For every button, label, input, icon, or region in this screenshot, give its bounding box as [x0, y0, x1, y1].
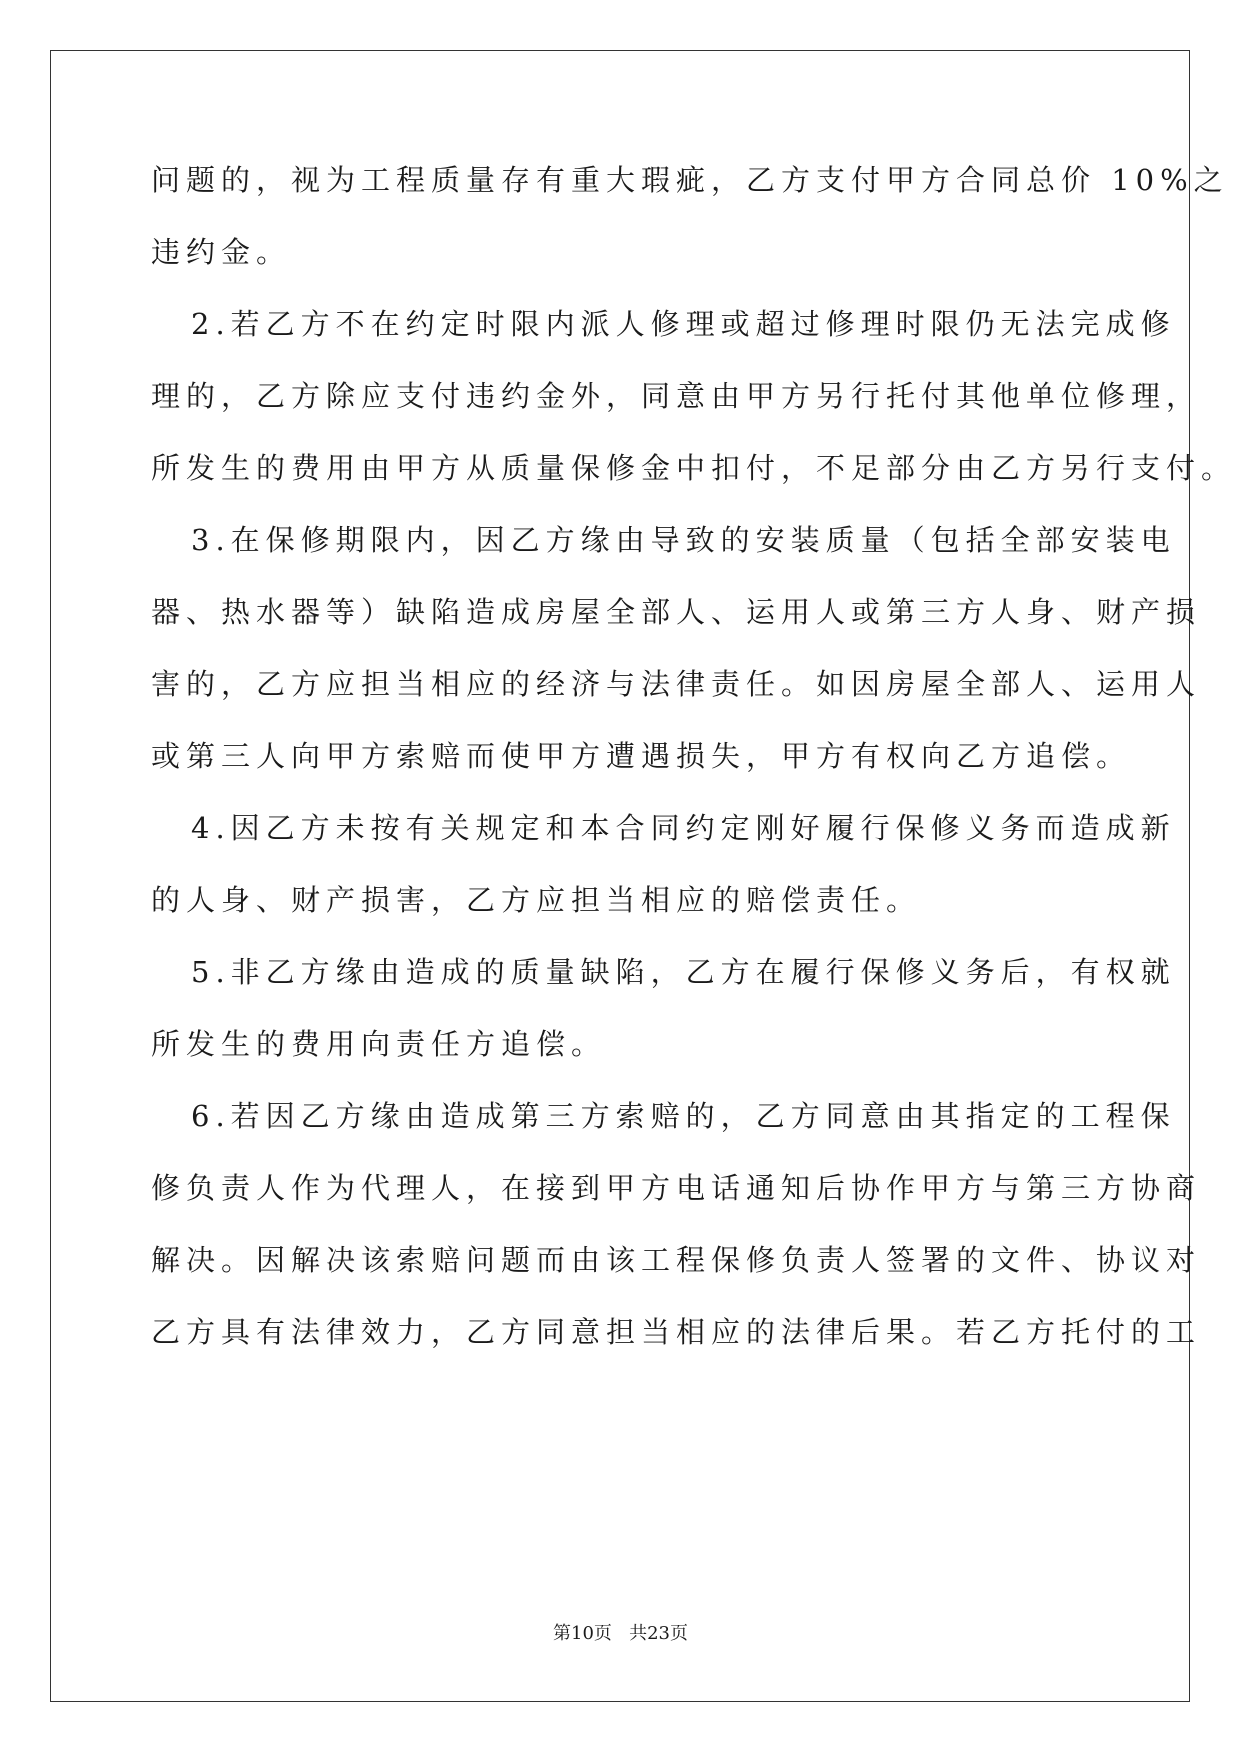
text-line: 2.若乙方不在约定时限内派人修理或超过修理时限仍无法完成修	[191, 307, 1176, 341]
text-line: 或第三人向甲方索赔而使甲方遭遇损失，甲方有权向乙方追偿。	[151, 739, 1132, 773]
text-line: 违约金。	[151, 235, 292, 269]
text-line: 6.若因乙方缘由造成第三方索赔的，乙方同意由其指定的工程保	[191, 1099, 1176, 1133]
text-line: 3.在保修期限内，因乙方缘由导致的安装质量（包括全部安装电	[191, 523, 1176, 557]
text-line: 修负责人作为代理人，在接到甲方电话通知后协作甲方与第三方协商	[151, 1171, 1202, 1205]
text-line: 所发生的费用向责任方追偿。	[151, 1027, 607, 1061]
text-line: 器、热水器等）缺陷造成房屋全部人、运用人或第三方人身、财产损	[151, 595, 1202, 629]
text-line: 乙方具有法律效力，乙方同意担当相应的法律后果。若乙方托付的工	[151, 1315, 1202, 1349]
page-border	[50, 50, 1190, 1702]
page-footer	[0, 1622, 1241, 1646]
text-line: 所发生的费用由甲方从质量保修金中扣付，不足部分由乙方另行支付。	[151, 451, 1237, 485]
text-line: 害的，乙方应担当相应的经济与法律责任。如因房屋全部人、运用人	[151, 667, 1202, 701]
text-line: 问题的，视为工程质量存有重大瑕疵，乙方支付甲方合同总价 10%之	[151, 163, 1229, 197]
text-line: 解决。因解决该索赔问题而由该工程保修负责人签署的文件、协议对	[151, 1243, 1202, 1277]
text-line: 理的，乙方除应支付违约金外，同意由甲方另行托付其他单位修理，	[151, 379, 1202, 413]
text-line: 的人身、财产损害，乙方应担当相应的赔偿责任。	[151, 883, 922, 917]
page-total: 共23页	[629, 1623, 688, 1644]
text-line: 5.非乙方缘由造成的质量缺陷，乙方在履行保修义务后，有权就	[191, 955, 1176, 989]
page-number: 第10页	[553, 1623, 612, 1644]
text-line: 4.因乙方未按有关规定和本合同约定刚好履行保修义务而造成新	[191, 811, 1176, 845]
